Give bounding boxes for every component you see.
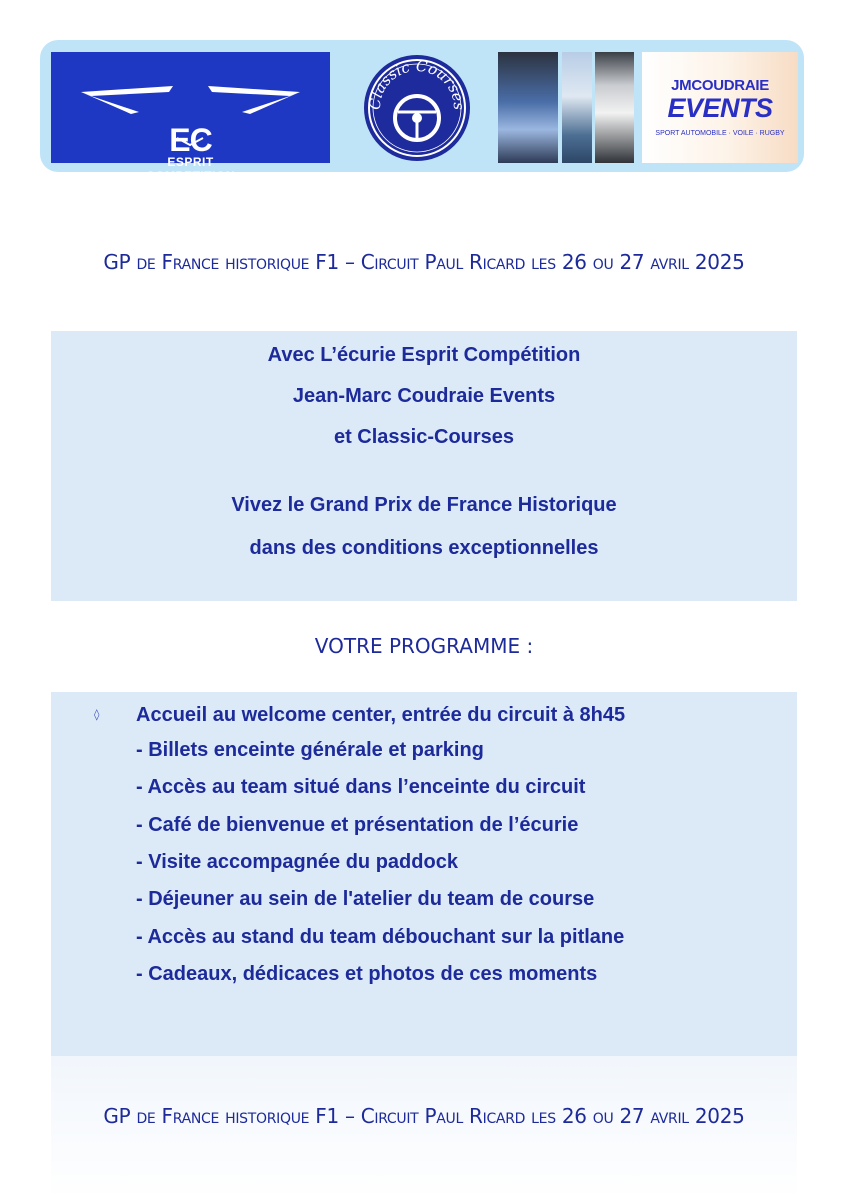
jm-coudraie-events-logo: [642, 52, 798, 163]
intro-line-1: Avec L’écurie Esprit Compétition: [267, 344, 581, 366]
program-item-8: - Cadeaux, dédicaces et photos de ces moments: [136, 963, 598, 985]
jm-logo-name: JMCOUDRAIE: [671, 77, 769, 94]
program-item-3: - Accès au team situé dans l’enceinte du circuit: [136, 776, 586, 798]
ec-logo-competition: COMPETITION: [146, 169, 235, 183]
motorsport-sailing-rugby-photos: [498, 52, 634, 163]
intro-line-3: et Classic-Courses: [333, 426, 515, 448]
program-item-2: - Billets enceinte générale et parking: [136, 739, 484, 761]
esprit-competition-logo: [51, 52, 330, 183]
program-heading: VOTRE PROGRAMME :: [314, 634, 534, 658]
sailing-photo: [562, 52, 592, 163]
intro-line-5: dans des conditions exceptionnelles: [249, 537, 599, 559]
event-title: GP de France historique F1 – Circuit Paul Ricard les 26 ou 27 avril 2025: [103, 250, 745, 274]
intro-line-4: Vivez le Grand Prix de France Historique: [231, 494, 617, 516]
classic-courses-name: Classic Courses: [365, 56, 469, 111]
program-item-7: - Accès au stand du team débouchant sur la pitlane: [136, 926, 625, 948]
classic-courses-logo: [358, 52, 476, 162]
rugby-photo: [595, 52, 634, 163]
intro-box: [51, 331, 797, 601]
jm-logo-events: EVENTS: [667, 93, 773, 123]
intro-line-2: Jean-Marc Coudraie Events: [292, 385, 556, 407]
ec-logo-letters: EC: [169, 122, 212, 158]
jm-logo-tagline: SPORT AUTOMOBILE · VOILE · RUGBY: [655, 130, 785, 137]
program-item-6: - Déjeuner au sein de l'atelier du team de course: [136, 888, 595, 910]
program-item-5: - Visite accompagnée du paddock: [136, 851, 458, 873]
program-item-4: - Café de bienvenue et présentation de l’écurie: [136, 814, 579, 836]
event-title-footer: GP de France historique F1 – Circuit Paul Ricard les 26 ou 27 avril 2025: [103, 1104, 745, 1128]
list-bullet-icon: ◊: [94, 708, 100, 721]
program-item-1: Accueil au welcome center, entrée du circuit à 8h45: [136, 704, 626, 726]
ec-logo-esprit: ESPRIT: [167, 155, 214, 169]
race-car-photo: [498, 52, 558, 163]
